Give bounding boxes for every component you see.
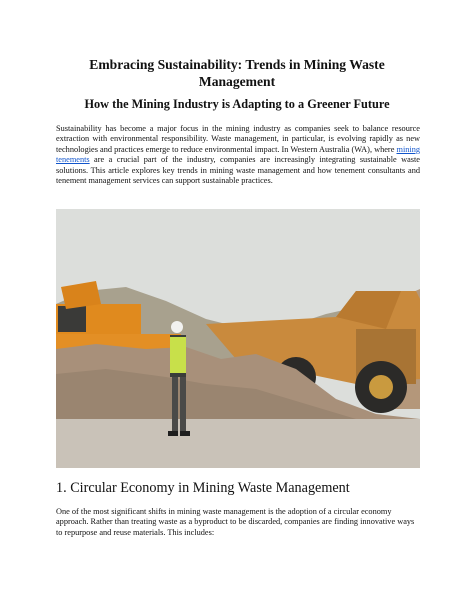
intro-text-before-link: Sustainability has become a major focus in the mining industry as companies seek to balance resource extraction with environmental responsibility. Waste management, in particular, is evolving rapidly as new technologies and practices emerge to reduce environmental impact. In Western Australia (WA), where — [56, 124, 420, 154]
section-paragraph-circular-economy: One of the most significant shifts in mining waste management is the adoption of a circular economy approach. Rather than treating waste as a byproduct to be discarded, companies are finding innovative ways to repurpose and reuse materials. This includes: — [56, 507, 415, 537]
intro-text-after-link: are a crucial part of the industry, companies are increasingly integrating sustainable waste solutions. This article explores key trends in mining waste management and how tenement consultants and tenement management services can support sustainable practices. — [56, 155, 420, 186]
ground — [56, 419, 420, 468]
intro-paragraph — [56, 124, 420, 186]
mining-site-photo — [56, 209, 420, 468]
mining-photo-illustration — [56, 209, 420, 468]
article-title: Embracing Sustainability: Trends in Mining Waste Management — [89, 57, 385, 89]
mining-tenements-link[interactable]: mining tenements — [56, 144, 420, 165]
article-subtitle: How the Mining Industry is Adapting to a Greener Future — [84, 97, 390, 111]
section-heading-circular-economy: 1. Circular Economy in Mining Waste Management — [56, 480, 350, 496]
